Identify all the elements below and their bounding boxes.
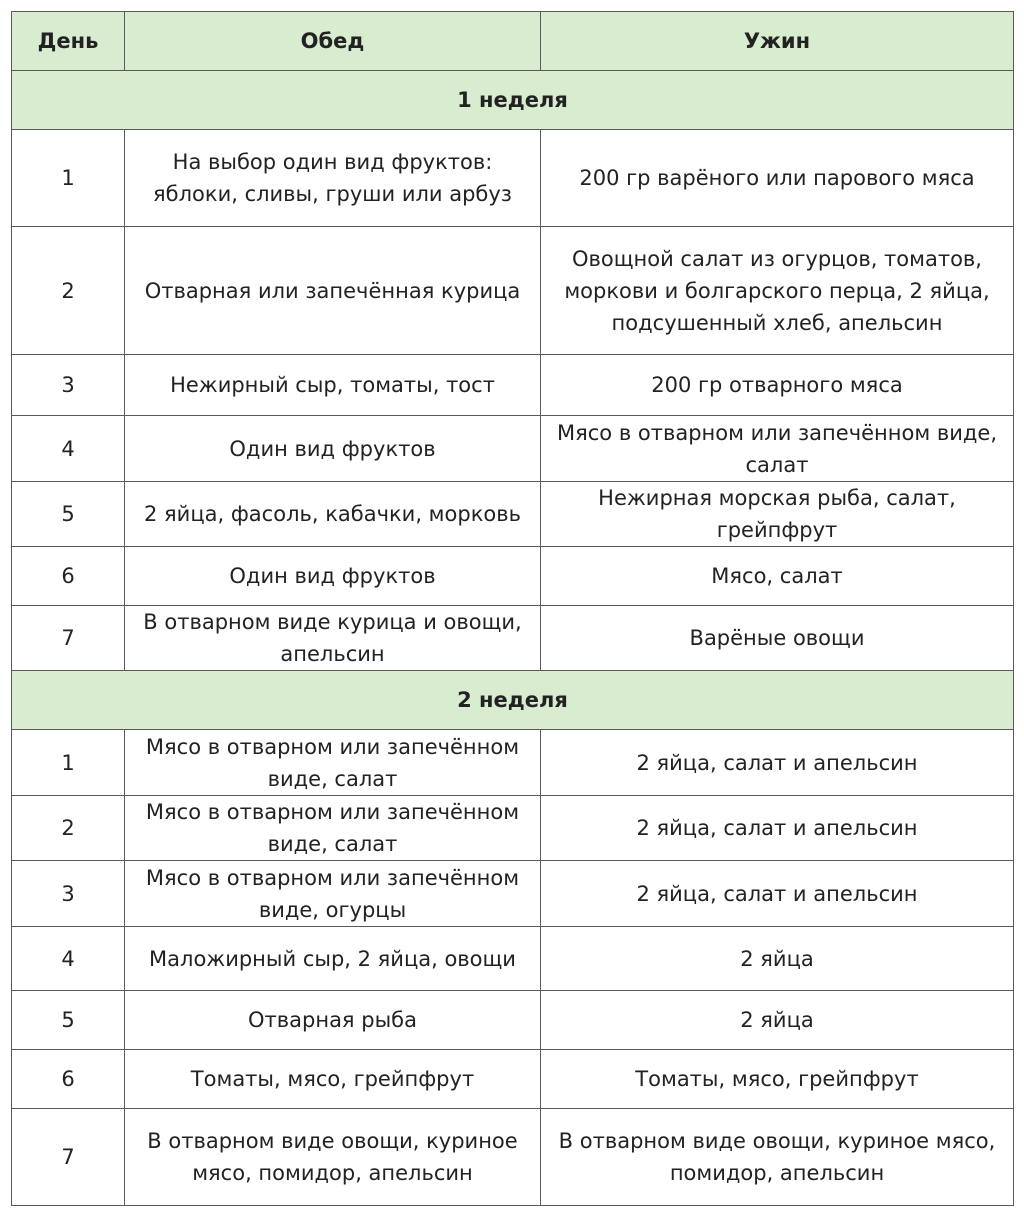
header-lunch: Обед — [125, 12, 541, 71]
day-cell: 6 — [12, 1050, 125, 1109]
day-cell: 4 — [12, 416, 125, 482]
day-cell: 3 — [12, 355, 125, 416]
lunch-cell: Мясо в отварном или запечённом виде, салат — [125, 796, 541, 861]
lunch-cell: Один вид фруктов — [125, 547, 541, 606]
table-row — [12, 1050, 1014, 1109]
table-row — [12, 416, 1014, 482]
day-cell: 2 — [12, 227, 125, 355]
table-row — [12, 927, 1014, 991]
header-day: День — [12, 12, 125, 71]
week-title: 2 неделя — [12, 671, 1014, 730]
table-row — [12, 1109, 1014, 1206]
lunch-cell: Томаты, мясо, грейпфрут — [125, 1050, 541, 1109]
table-row — [12, 991, 1014, 1050]
lunch-cell: Отварная или запечённая курица — [125, 227, 541, 355]
day-cell: 3 — [12, 861, 125, 927]
dinner-cell: В отварном виде овощи, куриное мясо, помидор, апельсин — [541, 1109, 1014, 1206]
lunch-cell: Один вид фруктов — [125, 416, 541, 482]
lunch-cell: Отварная рыба — [125, 991, 541, 1050]
dinner-cell: 2 яйца, салат и апельсин — [541, 861, 1014, 927]
day-cell: 1 — [12, 730, 125, 796]
table-row — [12, 730, 1014, 796]
dinner-cell: Нежирная морская рыба, салат, грейпфрут — [541, 482, 1014, 547]
day-cell: 1 — [12, 130, 125, 227]
dinner-cell: 200 гр отварного мяса — [541, 355, 1014, 416]
day-cell: 5 — [12, 482, 125, 547]
dinner-cell: 200 гр варёного или парового мяса — [541, 130, 1014, 227]
table-row — [12, 355, 1014, 416]
day-cell: 7 — [12, 1109, 125, 1206]
lunch-cell: В отварном виде курица и овощи, апельсин — [125, 606, 541, 671]
day-cell: 5 — [12, 991, 125, 1050]
lunch-cell: Маложирный сыр, 2 яйца, овощи — [125, 927, 541, 991]
table-row — [12, 796, 1014, 861]
dinner-cell: Варёные овощи — [541, 606, 1014, 671]
table-row — [12, 606, 1014, 671]
lunch-cell: На выбор один вид фруктов: яблоки, сливы, груши или арбуз — [125, 130, 541, 227]
dinner-cell: 2 яйца — [541, 991, 1014, 1050]
lunch-cell: Нежирный сыр, томаты, тост — [125, 355, 541, 416]
day-cell: 7 — [12, 606, 125, 671]
lunch-cell: В отварном виде овощи, куриное мясо, помидор, апельсин — [125, 1109, 541, 1206]
table-row — [12, 861, 1014, 927]
week-row — [12, 71, 1014, 130]
day-cell: 6 — [12, 547, 125, 606]
table-row — [12, 547, 1014, 606]
day-cell: 4 — [12, 927, 125, 991]
week-row — [12, 671, 1014, 730]
week-title: 1 неделя — [12, 71, 1014, 130]
lunch-cell: Мясо в отварном или запечённом виде, огурцы — [125, 861, 541, 927]
dinner-cell: Мясо, салат — [541, 547, 1014, 606]
dinner-cell: Томаты, мясо, грейпфрут — [541, 1050, 1014, 1109]
lunch-cell: Мясо в отварном или запечённом виде, салат — [125, 730, 541, 796]
dinner-cell: Мясо в отварном или запечённом виде, салат — [541, 416, 1014, 482]
lunch-cell: 2 яйца, фасоль, кабачки, морковь — [125, 482, 541, 547]
day-cell: 2 — [12, 796, 125, 861]
table-row — [12, 227, 1014, 355]
diet-menu-table — [11, 11, 1014, 1206]
dinner-cell: 2 яйца, салат и апельсин — [541, 730, 1014, 796]
dinner-cell: Овощной салат из огурцов, томатов, моркови и болгарского перца, 2 яйца, подсушенный хлеб, апельсин — [541, 227, 1014, 355]
table-row — [12, 130, 1014, 227]
header-dinner: Ужин — [541, 12, 1014, 71]
table-row — [12, 482, 1014, 547]
dinner-cell: 2 яйца, салат и апельсин — [541, 796, 1014, 861]
dinner-cell: 2 яйца — [541, 927, 1014, 991]
header-row — [12, 12, 1014, 71]
